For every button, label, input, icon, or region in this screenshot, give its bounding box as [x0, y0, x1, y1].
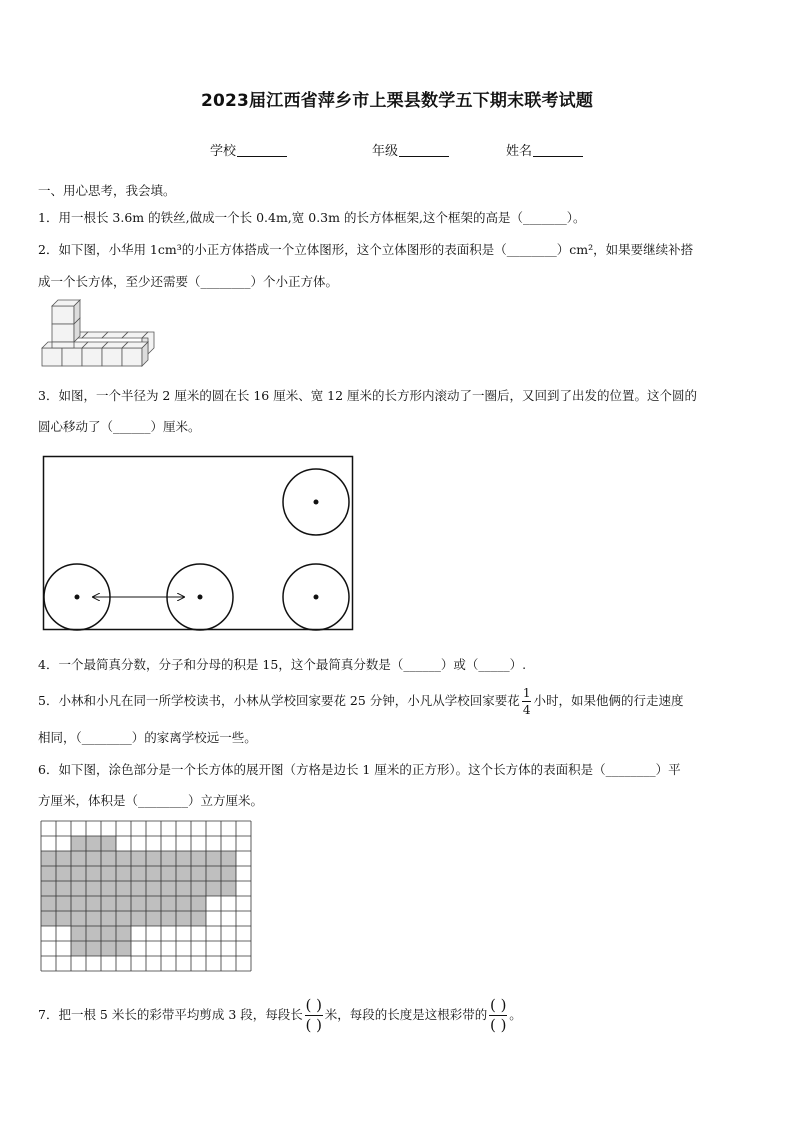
school-field: [210, 140, 287, 159]
shaded-cells: [41, 851, 236, 866]
cube-column: [52, 300, 80, 342]
cube-stack-figure: [38, 298, 160, 370]
outer-rectangle: [44, 457, 353, 630]
question-5-part2: 小时，如果他俩的行走速度: [533, 693, 684, 708]
question-3-line2: 圆心移动了（______）厘米。: [38, 419, 201, 434]
question-2-line1: 2．如下图，小华用 1cm³的小正方体搭成一个立体图形，这个立体图形的表面积是（________）cm²，如果要继续补搭: [38, 242, 694, 257]
answer-fraction-2[interactable]: [489, 998, 507, 1033]
cube-front-row: [42, 342, 148, 366]
school-label: 学校: [210, 144, 237, 159]
question-6-line2: 方厘米，体积是（________）立方厘米。: [38, 793, 264, 808]
rolling-circle-figure: [42, 455, 356, 633]
question-1: 1．用一根长 3.6m 的铁丝,做成一个长 0.4m,宽 0.3m 的长方体框架,这个框架的高是（_______）。: [38, 210, 586, 225]
paren-denominator: ( ): [305, 1016, 322, 1034]
grade-field: [372, 140, 449, 159]
question-3-line1: 3．如图，一个半径为 2 厘米的圆在长 16 厘米、宽 12 厘米的长方形内滚动了一圈后，又回到了出发的位置。这个圆的: [38, 388, 698, 403]
question-7-part1: 7．把一根 5 米长的彩带平均剪成 3 段，每段长: [38, 1007, 303, 1022]
fraction-denominator: 4: [522, 703, 531, 717]
question-7-part2: 米，每段的长度是这根彩带的: [324, 1007, 488, 1022]
question-7: [38, 998, 522, 1033]
page-title: 2023届江西省萍乡市上栗县数学五下期末联考试题: [200, 91, 594, 111]
school-blank[interactable]: [237, 143, 287, 157]
question-4: 4．一个最简真分数，分子和分母的积是 15，这个最简真分数是（______）或（_____）.: [38, 657, 527, 672]
name-blank[interactable]: [533, 143, 583, 157]
shaded-cells: [41, 866, 236, 881]
paren-numerator: ( ): [305, 996, 322, 1014]
grade-blank[interactable]: [399, 143, 449, 157]
paren-denominator: ( ): [490, 1016, 507, 1034]
question-7-part3: 。: [509, 1007, 522, 1022]
fraction-one-quarter: [522, 687, 532, 716]
name-label: 姓名: [506, 144, 533, 159]
paren-numerator: ( ): [490, 996, 507, 1014]
name-field: [506, 140, 583, 159]
question-5-line1: [38, 687, 683, 716]
shaded-cells: [41, 896, 206, 911]
question-5-part1: 5．小林和小凡在同一所学校读书，小林从学校回家要花 25 分钟，小凡从学校回家要花: [38, 693, 520, 708]
fraction-numerator: 1: [522, 686, 531, 700]
shaded-cells: [41, 911, 206, 926]
shaded-cells: [41, 881, 236, 896]
net-grid-figure: [40, 820, 253, 973]
question-5-line2: 相同，（________）的家离学校远一些。: [38, 730, 257, 745]
question-6-line1: 6．如下图，涂色部分是一个长方体的展开图（方格是边长 1 厘米的正方形）。这个长方体的表面积是（________）平: [38, 762, 681, 777]
grade-label: 年级: [372, 144, 399, 159]
shaded-cells: [71, 836, 116, 851]
section-heading: 一、用心思考，我会填。: [38, 183, 176, 198]
answer-fraction-1[interactable]: [305, 998, 323, 1033]
question-2-line2: 成一个长方体，至少还需要（________）个小正方体。: [38, 274, 339, 289]
